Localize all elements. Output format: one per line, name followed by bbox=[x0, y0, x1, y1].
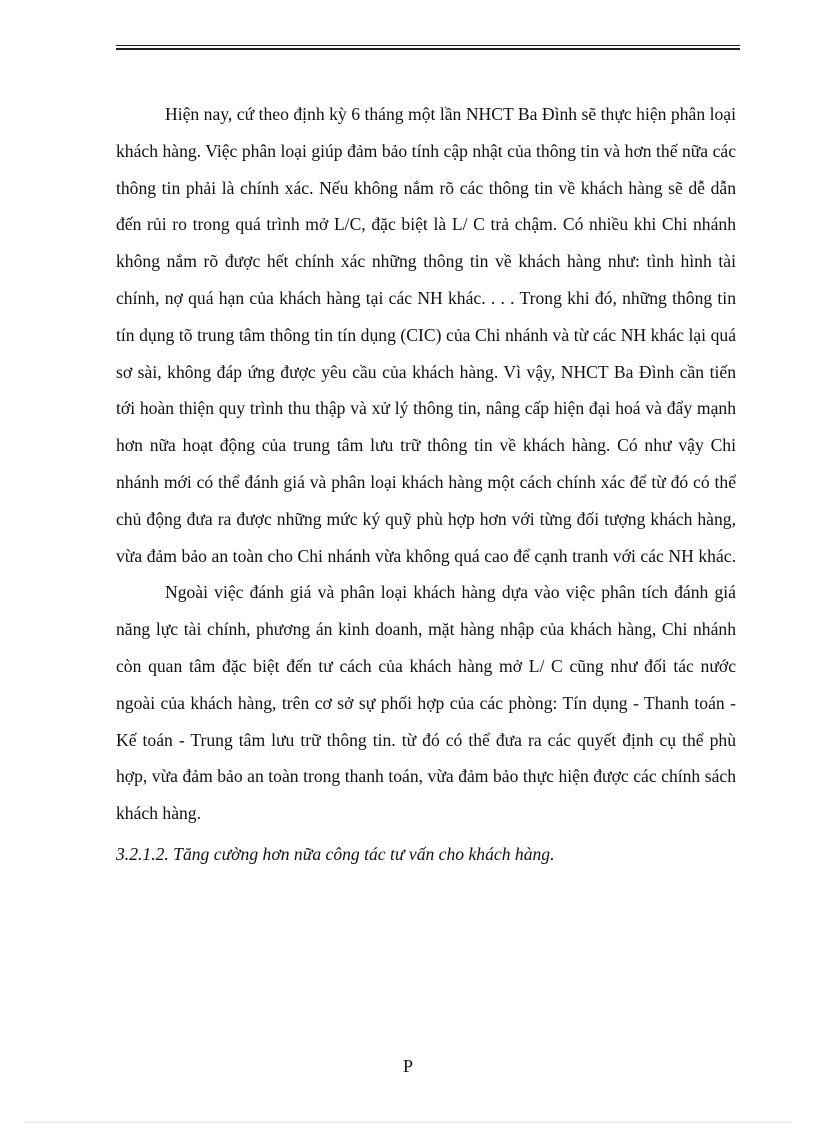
header-rule-thick bbox=[116, 48, 740, 50]
paragraph-2: Ngoài việc đánh giá và phân loại khách hàng dựa vào việc phân tích đánh giá năng lực tài chính, phương án kinh doanh, mặt hàng nhập của khách hàng, Chi nhánh còn quan tâm đặc biệt đến tư cách của khách hàng mở L/ C cũng như đối tác nước ngoài của khách hàng, trên cơ sở sự phối hợp của các phòng: Tín dụng - Thanh toán - Kế toán - Trung tâm lưu trữ thông tin. từ đó có thể đưa ra các quyết định cụ thể phù hợp, vừa đảm bảo an toàn trong thanh toán, vừa đảm bảo thực hiện được các chính sách khách hàng. bbox=[116, 582, 736, 824]
document-body bbox=[116, 96, 736, 872]
paragraph-1: Hiện nay, cứ theo định kỳ 6 tháng một lần NHCT Ba Đình sẽ thực hiện phân loại khách hàng. Việc phân loại giúp đảm bảo tính cập nhật của thông tin và hơn thế nữa các thông tin phải là chính xác. Nếu không nắm rõ các thông tin về khách hàng sẽ dễ dẫn đến rủi ro trong quá trình mở L/C, đặc biệt là L/ C trả chậm. Có nhiều khi Chi nhánh không nắm rõ được hết chính xác những thông tin về khách hàng như: tình hình tài chính, nợ quá hạn của khách hàng tại các NH khác. . . . Trong khi đó, những thông tin tín dụng tõ trung tâm thông tin tín dụng (CIC) của Chi nhánh và từ các NH khác lại quá sơ sài, không đáp ứng được yêu cầu của khách hàng. Vì vậy, NHCT Ba Đình cần tiến tới hoàn thiện quy trình thu thập và xử lý thông tin, nâng cấp hiện đại hoá và đẩy mạnh hơn nữa hoạt động của trung tâm lưu trữ thông tin về khách hàng. Có như vậy Chi nhánh mới có thể đánh giá và phân loại khách hàng một cách chính xác để từ đó có thể chủ động đưa ra được những mức ký quỹ phù hợp hơn với từng đối tượng khách hàng, vừa đảm bảo an toàn cho Chi nhánh vừa không quá cao để cạnh tranh với các NH khác. bbox=[116, 104, 736, 566]
section-heading: 3.2.1.2. Tăng cường hơn nữa công tác tư vấn cho khách hàng. bbox=[116, 843, 555, 864]
page-number: P bbox=[402, 1056, 413, 1076]
header-rule-thin bbox=[116, 45, 740, 46]
